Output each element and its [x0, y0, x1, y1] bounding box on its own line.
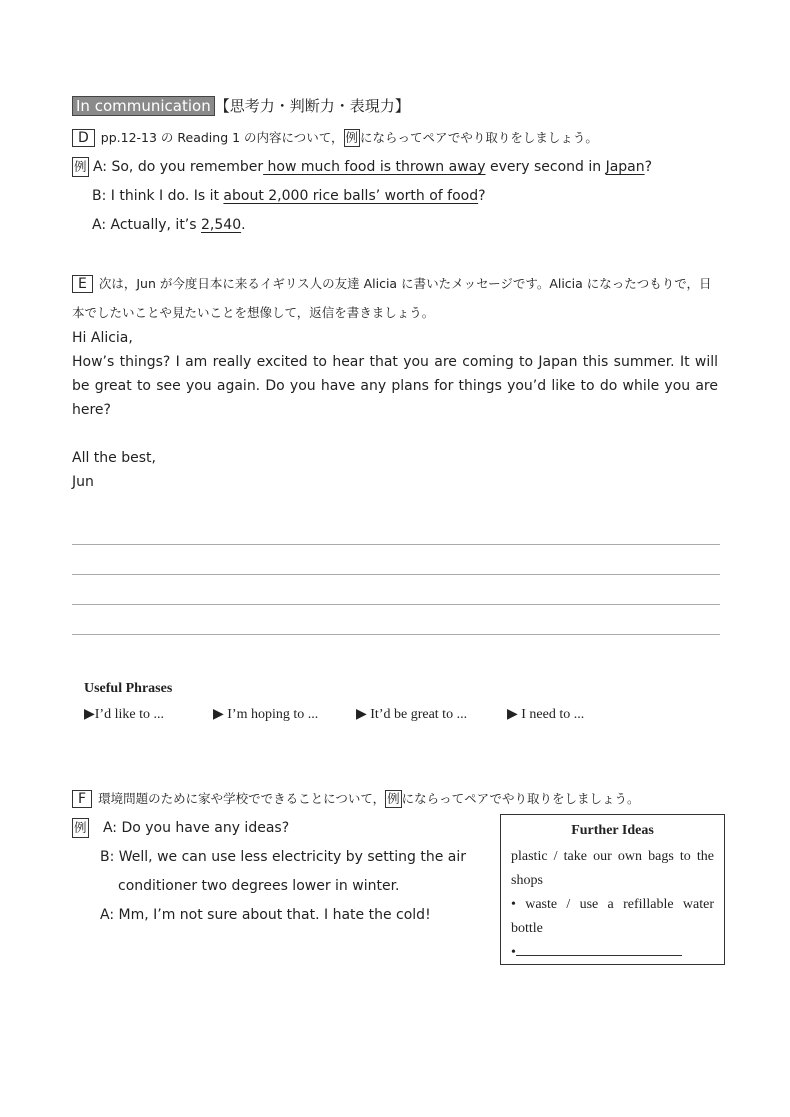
- further-idea-item-blank: [511, 941, 714, 965]
- task-f-example-word: 例: [387, 791, 400, 806]
- task-d-line-1-mid: every second in: [485, 159, 606, 175]
- blank-answer-line[interactable]: [516, 943, 682, 956]
- task-d-line-1-u2: Japan: [605, 159, 645, 175]
- writing-line[interactable]: [72, 544, 720, 545]
- task-e-instruction-line-2: 本でしたいことや見たいことを想像して，返信を書きましょう。: [72, 305, 435, 320]
- message-signature: Jun: [72, 474, 94, 490]
- task-f-line-b1: B: Well, we can use less electricity by setting the air: [100, 849, 466, 865]
- section-skills: 【思考力・判断力・表現力】: [214, 97, 410, 115]
- task-d-example-marker: 例: [72, 157, 89, 177]
- task-d-line-3-post: .: [241, 217, 246, 233]
- task-e-instruction-text-1: 次は，Jun が今度日本に来るイギリス人の友達 Alicia に書いたメッセージです。Alicia になったつもりで，日: [98, 276, 712, 291]
- writing-line[interactable]: [72, 634, 720, 635]
- further-idea-item: • waste / use a refillable water bottle: [511, 897, 714, 936]
- task-e-label: E: [72, 275, 93, 293]
- task-f-instruction-post: にならってペアでやり取りをしましょう。: [401, 791, 640, 806]
- task-f-line-a1: [72, 818, 289, 838]
- task-f-line-a2: A: Mm, I’m not sure about that. I hate the cold!: [100, 907, 431, 923]
- message-greeting: Hi Alicia,: [72, 330, 133, 346]
- task-d-line-2: [92, 186, 486, 206]
- task-d-line-1-pre: A: So, do you remember: [92, 159, 264, 175]
- task-d-line-2-pre: B: I think I do. Is it: [92, 188, 224, 204]
- writing-line[interactable]: [72, 574, 720, 575]
- task-d-line-2-post: ?: [478, 188, 486, 204]
- task-f-line-b2: conditioner two degrees lower in winter.: [118, 878, 400, 894]
- task-d-instruction-pre: pp.12-13 の Reading 1 の内容について，: [100, 130, 344, 145]
- task-d-line-3-u1: 2,540: [201, 217, 242, 233]
- section-tag: In communication: [72, 96, 215, 116]
- further-idea-item: plastic / take our own bags to the shops: [511, 849, 714, 888]
- further-ideas-title: Further Ideas: [571, 823, 654, 838]
- useful-phrase-item: ▶ It’d be great to ...: [356, 707, 468, 722]
- task-d-line-1: [72, 157, 652, 177]
- useful-phrase-item: ▶ I’m hoping to ...: [213, 707, 319, 722]
- task-d-line-1-u1: how much food is thrown away: [263, 159, 486, 175]
- task-d-line-1-post: ?: [644, 159, 653, 175]
- useful-phrase-item: ▶ I need to ...: [507, 707, 585, 722]
- task-e-instruction-line-1: [72, 275, 712, 293]
- task-f-instruction-pre: 環境問題のために家や学校でできることについて，: [98, 791, 386, 806]
- useful-phrases-title: Useful Phrases: [84, 681, 173, 696]
- task-f-line-a1-text: A: Do you have any ideas?: [102, 820, 290, 836]
- message-closing: All the best,: [72, 450, 156, 466]
- task-d-example-word: 例: [345, 130, 359, 145]
- section-header: [72, 96, 410, 116]
- task-d-label: D: [72, 129, 95, 147]
- message-body: How’s things? I am really excited to hear that you are coming to Japan this summer. It will be great to see you again. Do you have any plans for things you’d like to do while you are here?: [72, 354, 718, 418]
- further-ideas-list: [511, 845, 714, 965]
- task-d-instruction: [72, 129, 598, 147]
- useful-phrase-item: ▶I’d like to ...: [84, 707, 164, 722]
- further-ideas-box: [500, 814, 725, 965]
- task-d-line-2-u1: about 2,000 rice balls’ worth of food: [223, 188, 479, 204]
- task-f-example-marker: 例: [72, 818, 89, 838]
- task-f-label: F: [72, 790, 92, 808]
- task-f-instruction: [72, 790, 639, 808]
- task-d-line-3-pre: A: Actually, it’s: [92, 217, 202, 233]
- bullet: •: [511, 945, 516, 960]
- task-d-instruction-post: にならってペアでやり取りをしましょう。: [360, 130, 598, 145]
- task-d-line-3: [92, 215, 246, 235]
- writing-line[interactable]: [72, 604, 720, 605]
